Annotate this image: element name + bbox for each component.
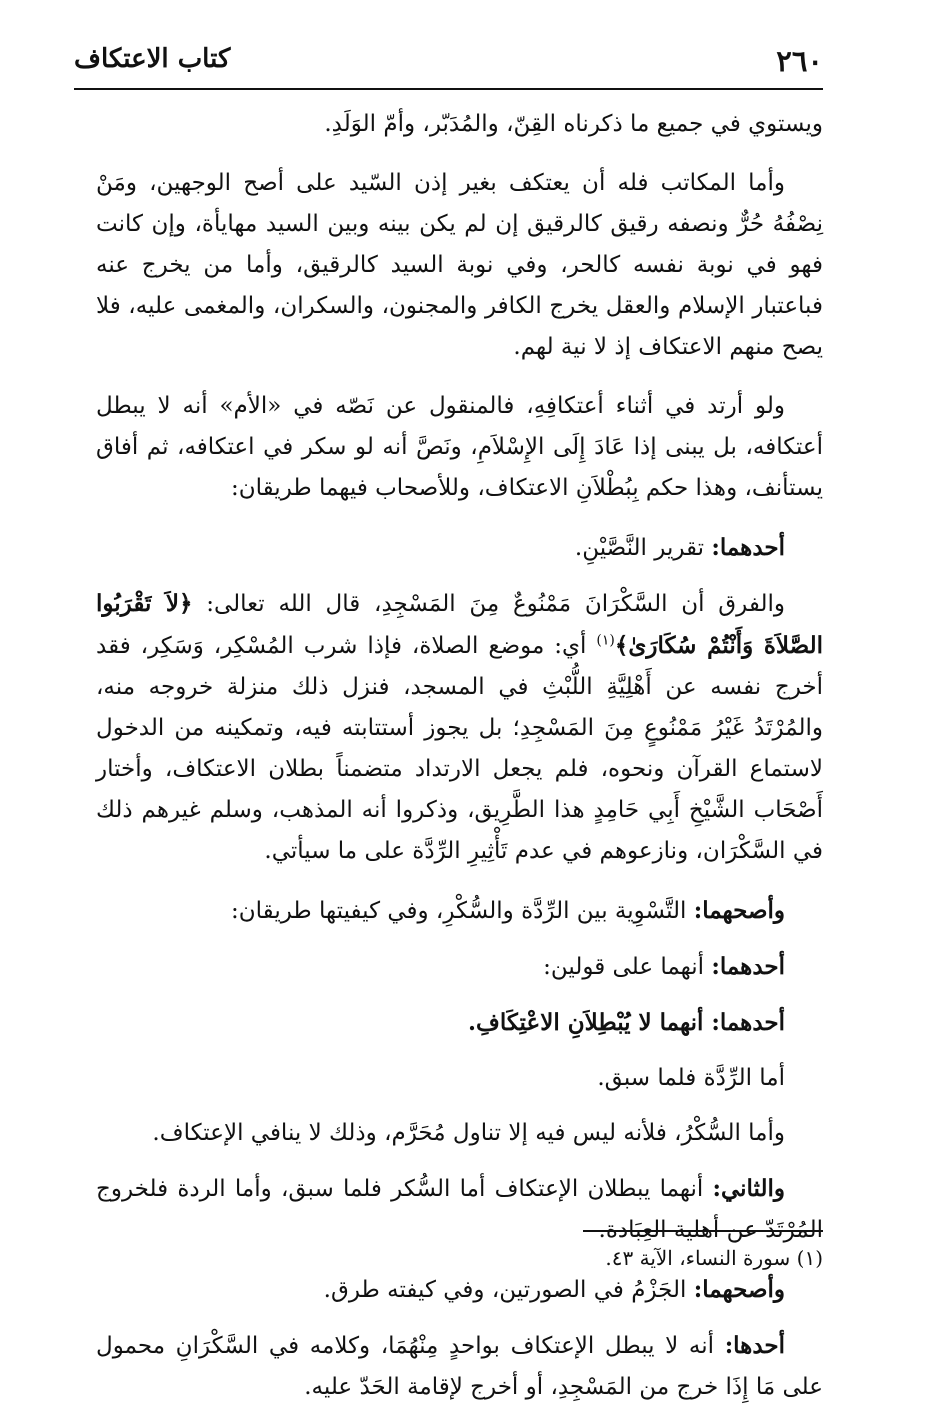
running-title: كتاب الاعتكاف bbox=[74, 44, 231, 74]
lead-term: وأصحهما: bbox=[693, 897, 785, 924]
paragraph-text: والفرق أن السَّكْرَانَ مَمْنُوعٌ مِنَ المَسْجِدِ، قال الله تعالى: bbox=[192, 591, 785, 617]
footnote-marker[interactable]: (١) bbox=[596, 632, 615, 649]
lead-term: وأصحهما: bbox=[693, 1276, 785, 1303]
footnote: (١) سورة النساء، الآية ٤٣. bbox=[605, 1246, 823, 1270]
lead-term: أحدهما: bbox=[711, 953, 785, 980]
paragraph-text: تقرير النَّصَّيْنِ. bbox=[574, 535, 712, 561]
paragraph bbox=[96, 1002, 823, 1044]
paragraph-text: التَّسْوِية بين الرِّدَّة والسُّكْرِ، وفي كيفيتها طريقان: bbox=[231, 898, 694, 924]
lead-term: أحدها: bbox=[724, 1332, 785, 1359]
lead-term: والثاني: bbox=[712, 1175, 785, 1202]
main-text bbox=[96, 104, 823, 1426]
paragraph bbox=[96, 386, 823, 509]
paragraph bbox=[96, 104, 823, 145]
paragraph-text: ولو أرتد في أثناء أعتكافِهِ، فالمنقول عن نَصّه في «الأم» أنه لا يبطل أعتكافه، بل يبنى إذا عَادَ إِلَى الإِسْلاَمِ، ونَصَّ أنه لو سكر في اعتكافه، ثم أفاق يستأنف، وهذا حكم بِبُطْلاَنِ الاعتكاف، وللأصحاب فيهما طريقان: bbox=[96, 393, 823, 501]
paragraph bbox=[96, 527, 823, 569]
paragraph bbox=[96, 1325, 823, 1408]
paragraph bbox=[96, 1113, 823, 1154]
paragraph-text: وأما المكاتب فله أن يعتكف بغير إذن السّيد على أصح الوجهين، ومَنْ نِصْفُهُ حُرٌّ ونصفه رقيق كالرقيق إن لم يكن بينه وبين السيد مهايأة، وإن كانت فهو في نوبة نفسه كالحر، وفي نوبة السيد كالرقيق، وأما من يخرج عنه فباعتبار الإسلام والعقل يخرج الكافر والمجنون، والسكران، والمغمى عليه، فلا يصح منهم الاعتكاف إذ لا نية لهم. bbox=[96, 170, 823, 360]
paragraph-text: أنهما على قولين: bbox=[543, 954, 712, 980]
quran-verse: ﴿لاَ تَقْرَبُوا الصَّلاَةَ وَأَنْتُمْ سُكَارَىٰ﴾ bbox=[96, 590, 823, 659]
paragraph bbox=[96, 163, 823, 368]
page-number: ٢٦٠ bbox=[776, 44, 823, 78]
paragraph bbox=[96, 1269, 823, 1311]
paragraph-text: وأما السُّكْرُ، فلأنه ليس فيه إلا تناول مُحَرَّم، وذلك لا ينافي الإعتكاف. bbox=[152, 1120, 785, 1146]
footnote-divider bbox=[583, 1230, 823, 1232]
page-header bbox=[74, 38, 823, 90]
paragraph bbox=[96, 1058, 823, 1099]
paragraph bbox=[96, 946, 823, 988]
paragraph-text: ويستوي في جميع ما ذكرناه القِنّ، والمُدَبّر، وأمّ الوَلَدِ. bbox=[324, 111, 823, 137]
lead-term: أحدهما: bbox=[711, 534, 785, 561]
paragraph bbox=[96, 583, 823, 872]
paragraph-text: أي: موضع الصلاة، فإذا شرب المُسْكِر، وَسَكِر، فقد أخرج نفسه عن أَهْلِيَّةِ اللُّبْثِ في المسجد، فنزل ذلك منزلة خروجه منه، والمُرْتَدُ غَيْرُ مَمْنُوعٍ مِنَ المَسْجِدِ؛ بل يجوز أستتابته فيه، وتمكينه من الدخول لاستماع القرآن ونحوه، فلم يجعل الارتداد متضمناً بطلان الاعتكاف، وأختار أَصْحَاب الشَّيْخِ أَبِي حَامِدٍ هذا الطَّرِيق، وذكروا أنه المذهب، وسلم غيرهم ذلك في السَّكْرَان، ونازعوهم في عدم تَأْثِيرِ الرِّدَّة على ما سيأتي. bbox=[96, 633, 823, 864]
paragraph bbox=[96, 1168, 823, 1251]
paragraph-text: الجَزْمُ في الصورتين، وفي كيفته طرق. bbox=[323, 1277, 694, 1303]
paragraph bbox=[96, 890, 823, 932]
paragraph-text: أنه لا يبطل الإعتكاف بواحدٍ مِنْهُمَا، وكلامه في السَّكْرَانِ محمول على مَا إِذَا خرج من المَسْجِدِ، أو أخرج لإقامة الحَدّ عليه. bbox=[96, 1333, 823, 1400]
paragraph-text: أما الرِّدَّة فلما سبق. bbox=[597, 1065, 785, 1091]
paragraph-text: أنهما لا يُبْطِلاَنِ الاعْتِكَافِ. bbox=[467, 1009, 712, 1036]
lead-term: أحدهما: bbox=[711, 1009, 785, 1036]
paragraph-text: أنهما يبطلان الإعتكاف أما السُّكر فلما سبق، وأما الردة فلخروج المُرْتَدّ عن أهلية العِبَادة. bbox=[96, 1176, 823, 1243]
